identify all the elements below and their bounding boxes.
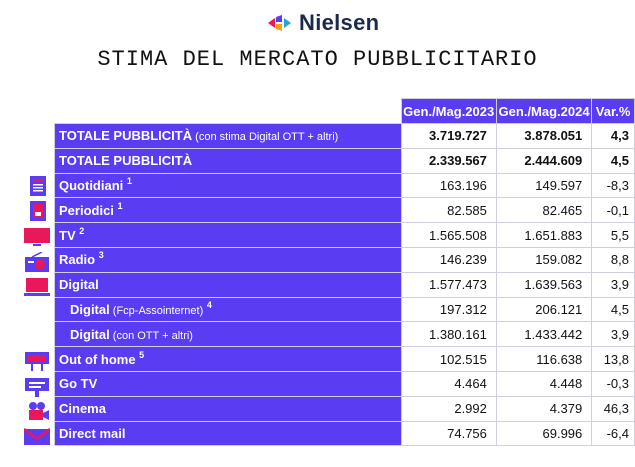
market-table [54, 98, 635, 446]
row-label: TOTALE PUBBLICITÀ [55, 148, 402, 173]
table-row: Periodici $^1$ 82.585 82.465 -0,1 [55, 198, 635, 223]
table-row: Direct mail 74.756 69.996 -6,4 [55, 421, 635, 446]
header-row [55, 99, 635, 124]
col-var-header: Var.% [592, 99, 635, 124]
table-row: Cinema 2.992 4.379 46,3 [55, 396, 635, 421]
billboard-icon [24, 351, 50, 371]
tv-icon [24, 227, 50, 247]
nielsen-logo [266, 9, 379, 37]
row-label: Radio $^3$ [55, 247, 402, 272]
col-2023-header: Gen./Mag.2023 [401, 99, 496, 124]
row-label: Digital [55, 272, 402, 297]
row-label: Out of home $^5$ [55, 347, 402, 372]
table-row: Digital (con OTT + altri) 1.380.161 1.433.442 3,9 [55, 322, 635, 347]
row-label: Go TV [55, 371, 402, 396]
magazine-icon [24, 201, 50, 221]
table-row: Quotidiani $^1$ 163.196 149.597 -8,3 [55, 173, 635, 198]
table-row: TOTALE PUBBLICITÀ 2.339.567 2.444.609 4,5 [55, 148, 635, 173]
page-title: STIMA DEL MERCATO PUBBLICITARIO [97, 47, 538, 72]
col-2024-header: Gen./Mag.2024 [496, 99, 591, 124]
table-row: TV $^2$ 1.565.508 1.651.883 5,5 [55, 223, 635, 248]
radio-icon [24, 252, 50, 272]
brand-name: Nielsen [299, 10, 380, 35]
row-label: Digital (con OTT + altri) [55, 322, 402, 347]
table-row: Out of home $^5$ 102.515 116.638 13,8 [55, 347, 635, 372]
row-label: Direct mail [55, 421, 402, 446]
row-label: Quotidiani $^1$ [55, 173, 402, 198]
row-label: TOTALE PUBBLICITÀ (con stima Digital OTT + altri) [55, 124, 402, 149]
cinema-camera-icon [24, 401, 50, 421]
screen-icon [24, 377, 50, 397]
laptop-icon [24, 277, 50, 297]
row-label: Periodici $^1$ [55, 198, 402, 223]
newspaper-icon [24, 176, 50, 196]
row-label: Digital (Fcp-Assointernet) $^4$ [55, 297, 402, 322]
table-row: Radio $^3$ 146.239 159.082 8,8 [55, 247, 635, 272]
table-row: Digital (Fcp-Assointernet) $^4$ 197.312 206.121 4,5 [55, 297, 635, 322]
nielsen-mark-icon [266, 13, 294, 33]
row-label: Cinema [55, 396, 402, 421]
envelope-icon [24, 427, 50, 447]
table-row: Go TV 4.464 4.448 -0,3 [55, 371, 635, 396]
table-row: Digital 1.577.473 1.639.563 3,9 [55, 272, 635, 297]
table-row: TOTALE PUBBLICITÀ (con stima Digital OTT + altri) 3.719.727 3.878.051 4,3 [55, 124, 635, 149]
row-label: TV $^2$ [55, 223, 402, 248]
